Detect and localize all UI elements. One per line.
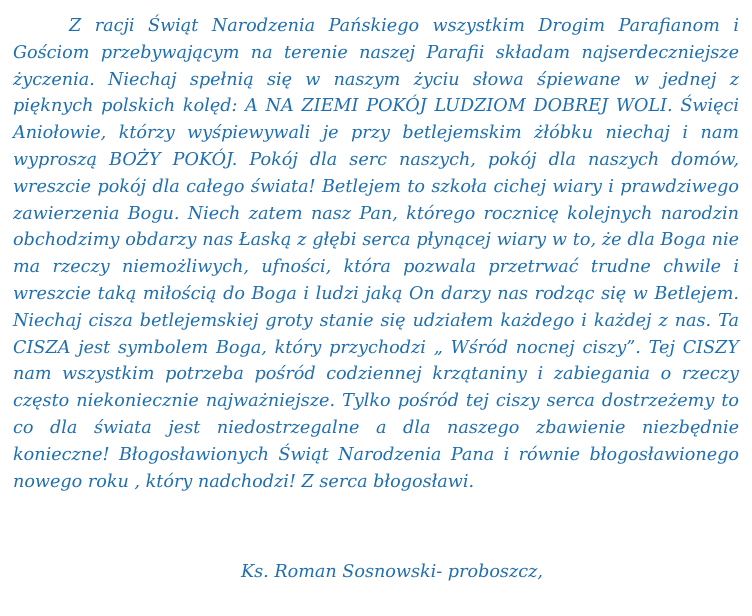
letter-body-text: Z racji Świąt Narodzenia Pańskiego wszystkim Drogim Parafianom i Gościom przebywającym na terenie naszej Parafii składam najserdeczniejsze życzenia. Niechaj spełnią się w naszym życiu słowa śpiewane w jednej z pięknych polskich kolęd: A NA ZIEMI POKÓJ LUDZIOM DOBREJ WOLI. Święci Aniołowie, którzy wyśpiewywali je przy betlejemskim żłóbku niechaj i nam wyproszą BOŻY POKÓJ. Pokój dla serc naszych, pokój dla naszych domów, wreszcie pokój dla całego świata! Betlejem to szkoła cichej wiary i prawdziwego zawierzenia Bogu. Niech zatem nasz Pan, którego rocznicę kolejnych narodzin obchodzimy obdarzy nas Łaską z głębi serca płynącej wiary w to, że dla Boga nie ma rzeczy niemożliwych, ufności, która pozwala przetrwać trudne chwile i wreszcie taką miłością do Boga i ludzi jaką On darzy nas rodząc się w Betlejem. Niechaj cisza betlejemskiej groty stanie się udziałem każdego i każdej z nas. Ta CISZA jest symbolem Boga, który przychodzi „ Wśród nocnej ciszy”. Tej CISZY nam wszystkim potrzeba pośród codziennej krzątaniny i zabiegania o rzeczy często niekoniecznie najważniejsze. Tylko pośród tej ciszy serca dostrzeżemy to co dla świata jest niedostrzegalne a dla naszego zbawienie niezbędnie konieczne! Błogosławionych Świąt Narodzenia Pana i równie błogosławionego nowego roku , który nadchodzi! Z serca błogosławi. — [13, 16, 739, 492]
letter-signature: Ks. Roman Sosnowski- proboszcz, — [241, 562, 543, 582]
christmas-greeting-letter — [13, 13, 739, 495]
